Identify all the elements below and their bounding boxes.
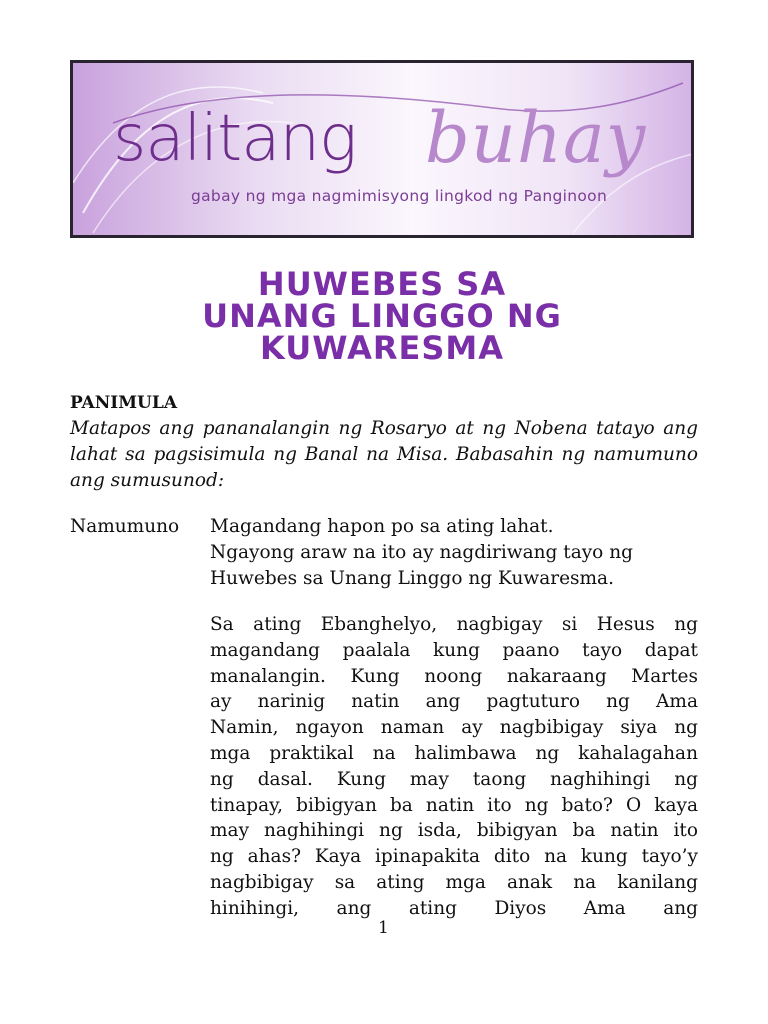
- speech-line: Huwebes sa Unang Linggo ng Kuwaresma.: [210, 567, 614, 589]
- brand-logo-salitang: salitang: [113, 102, 357, 176]
- banner-tagline: gabay ng mga nagmimisyong lingkod ng Panginoon: [191, 187, 608, 205]
- speaker-label: Namumuno: [70, 516, 180, 537]
- speech-line: magandang paalala kung paano tayo dapat: [210, 639, 698, 661]
- speech-line: ay narinig natin ang pagtuturo ng Ama: [210, 691, 698, 713]
- speech-line: tinapay, bibigyan ba natin ito ng bato? O kaya: [210, 794, 698, 816]
- section-heading: PANIMULA: [70, 393, 178, 413]
- speech-line: ng dasal. Kung may taong naghihingi ng: [210, 768, 698, 790]
- brand-logo-buhay: buhay: [425, 97, 647, 179]
- speech-line: Magandang hapon po sa ating lahat.: [210, 516, 554, 537]
- speech-line: mga praktikal na halimbawa ng kahalagahan: [210, 742, 698, 764]
- speech-line: hinihingi, ang ating Diyos Ama ang: [210, 897, 698, 919]
- header-banner: [70, 60, 694, 238]
- page-number: 1: [378, 918, 389, 938]
- title-line: KUWARESMA: [260, 329, 504, 367]
- title-line: UNANG LINGGO NG: [202, 297, 562, 335]
- speech-line: manalangin. Kung noong nakaraang Martes: [210, 665, 698, 687]
- page-title: [70, 265, 694, 367]
- title-line: HUWEBES SA: [257, 265, 507, 303]
- speech-line: ng ahas? Kaya ipinapakita dito na kung tayo’y: [210, 846, 698, 868]
- intro-paragraph: Matapos ang pananalangin ng Rosaryo at ng Nobena tatayo ang lahat sa pagsisimula ng Banal na Misa. Babasahin ng namumuno ang sumusunod:: [70, 418, 698, 491]
- speech-line: Sa ating Ebanghelyo, nagbigay si Hesus ng: [210, 614, 698, 635]
- speech-line: Ngayong araw na ito ay nagdiriwang tayo ng: [210, 541, 633, 563]
- speech-line: may naghihingi ng isda, bibigyan ba natin ito: [210, 820, 698, 842]
- speech-paragraph-2: [210, 612, 698, 922]
- speech-paragraph-1: [210, 514, 698, 591]
- speech-line: Namin, ngayon naman ay nagbibigay siya ng: [210, 717, 698, 739]
- speech-line: nagbibigay sa ating mga anak na kanilang: [210, 871, 698, 893]
